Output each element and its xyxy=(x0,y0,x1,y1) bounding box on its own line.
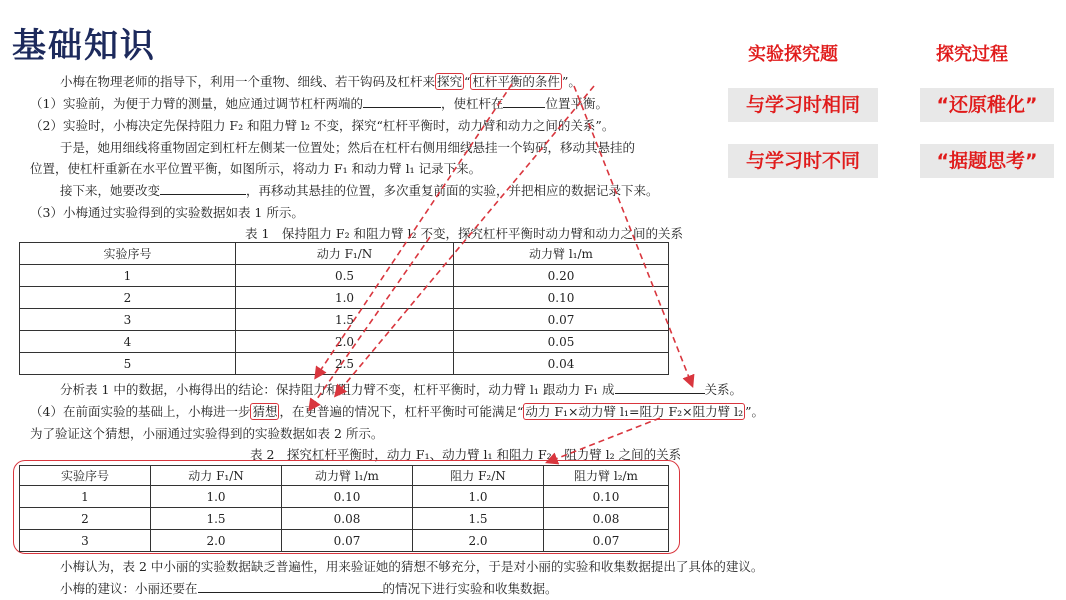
question-1: （1）实验前，为便于力臂的测量，她应通过调节杠杆两端的 ，使杠杆在 位置平衡。 xyxy=(30,96,608,111)
table1-header: 动力臂 l₁/m xyxy=(454,243,669,265)
table2-header: 阻力臂 l₂/m xyxy=(544,466,669,486)
table2-header: 动力臂 l₁/m xyxy=(282,466,413,486)
question-3: （3）小梅通过实验得到的实验数据如表 1 所示。 xyxy=(30,205,304,220)
table-cell: 0.07 xyxy=(544,530,669,552)
highlight-lever-condition: 杠杆平衡的条件 xyxy=(472,74,560,89)
table-cell: 1.5 xyxy=(413,508,544,530)
table-cell: 0.05 xyxy=(454,331,669,353)
paragraph-4: 位置，使杠杆重新在水平位置平衡，如图所示，将动力 F₁ 和动力臂 l₁ 记录下来。 xyxy=(30,161,482,176)
table-cell: 1.5 xyxy=(151,508,282,530)
table-cell: 1 xyxy=(20,265,236,287)
paragraph-final-2: 小梅的建议：小丽还要在 的情况下进行实验和收集数据。 xyxy=(60,581,558,596)
table-cell: 2.0 xyxy=(413,530,544,552)
table-cell: 0.10 xyxy=(544,486,669,508)
table2-header: 实验序号 xyxy=(20,466,151,486)
table-cell: 1.0 xyxy=(236,287,454,309)
table2-caption: 表 2 探究杠杆平衡时，动力 F₁、动力臂 l₁ 和阻力 F₂、阻力臂 l₂ 之间的关系 xyxy=(250,447,682,462)
highlight-explore: 探究 xyxy=(437,74,463,89)
table-cell: 1.0 xyxy=(151,486,282,508)
side-label-exam-type: 实验探究题 xyxy=(748,44,838,65)
table2-header: 动力 F₁/N xyxy=(151,466,282,486)
table-cell: 5 xyxy=(20,353,236,375)
highlight-formula: 动力 F₁×动力臂 l₁=阻力 F₂×阻力臂 l₂ xyxy=(525,404,744,419)
question-2: （2）实验时，小梅决定先保持阻力 F₂ 和阻力臂 l₂ 不变，探究“杠杆平衡时，动力臂和动力之间的关系”。 xyxy=(30,118,615,133)
paragraph-3: 于是，她用细线将重物固定到杠杆左侧某一位置处；然后在杠杆右侧用细线悬挂一个钩码，移动其悬挂的 xyxy=(60,140,636,155)
highlight-hypothesis: 猜想 xyxy=(252,404,278,419)
table1-header: 实验序号 xyxy=(20,243,236,265)
table1-header: 动力 F₁/N xyxy=(236,243,454,265)
table-cell: 0.5 xyxy=(236,265,454,287)
table2-header: 阻力 F₂/N xyxy=(413,466,544,486)
side-box-different: 与学习时不同 xyxy=(728,144,878,178)
arrow-explore-to-analysis xyxy=(316,84,512,377)
table-cell: 0.10 xyxy=(454,287,669,309)
table1-caption: 表 1 保持阻力 F₂ 和阻力臂 l₂ 不变，探究杠杆平衡时动力臂和动力之间的关系 xyxy=(245,226,684,241)
table-cell: 2.0 xyxy=(236,331,454,353)
table-cell: 0.20 xyxy=(454,265,669,287)
table-cell: 3 xyxy=(20,530,151,552)
arrow-explore-to-hypothesis xyxy=(310,237,430,409)
table-cell: 0.07 xyxy=(282,530,413,552)
intro-line: 小梅在物理老师的指导下，利用一个重物、细线、若干钩码及杠杆来 探究 “ 杠杆平衡的条件 ”。 xyxy=(60,74,581,89)
table-cell: 0.08 xyxy=(544,508,669,530)
table-cell: 0.10 xyxy=(282,486,413,508)
side-label-process: 探究过程 xyxy=(936,44,1008,65)
table-cell: 2 xyxy=(20,508,151,530)
table-cell: 0.07 xyxy=(454,309,669,331)
arrow-condition-to-formula xyxy=(336,86,594,395)
table-cell: 2 xyxy=(20,287,236,309)
side-box-restore: “还原稚化” xyxy=(920,88,1054,122)
analysis-line: 分析表 1 中的数据，小梅得出的结论：保持阻力和阻力臂不变，杠杆平衡时，动力臂 l₁ 跟动力 F₁ 成 关系。 xyxy=(60,382,743,397)
arrow-condition-to-blank xyxy=(574,86,692,385)
table-cell: 2.5 xyxy=(236,353,454,375)
table-cell: 2.0 xyxy=(151,530,282,552)
arrow-formula-to-table2 xyxy=(548,418,660,462)
table-cell: 0.08 xyxy=(282,508,413,530)
paragraph-5: 接下来，她要改变 ，再移动其悬挂的位置，多次重复前面的实验，并把相应的数据记录下来。 xyxy=(60,183,659,198)
page-title: 基础知识 xyxy=(12,26,156,66)
paragraph-final-1: 小梅认为，表 2 中小丽的实验数据缺乏普遍性，用来验证她的猜想不够充分，于是对小丽的实验和收集数据提出了具体的建议。 xyxy=(60,559,764,574)
table-cell: 1.0 xyxy=(413,486,544,508)
table-cell: 1.5 xyxy=(236,309,454,331)
table-cell: 1 xyxy=(20,486,151,508)
side-box-same: 与学习时相同 xyxy=(728,88,878,122)
table-cell: 3 xyxy=(20,309,236,331)
side-box-think: “据题思考” xyxy=(920,144,1054,178)
table-cell: 4 xyxy=(20,331,236,353)
verify-line: 为了验证这个猜想，小丽通过实验得到的实验数据如表 2 所示。 xyxy=(30,426,384,441)
question-4: （4）在前面实验的基础上，小梅进一步 猜想 ，在更普遍的情况下，杠杆平衡时可能满足“ 动力 F₁×动力臂 l₁=阻力 F₂×阻力臂 l₂ ”。 xyxy=(30,404,764,419)
table-cell: 0.04 xyxy=(454,353,669,375)
